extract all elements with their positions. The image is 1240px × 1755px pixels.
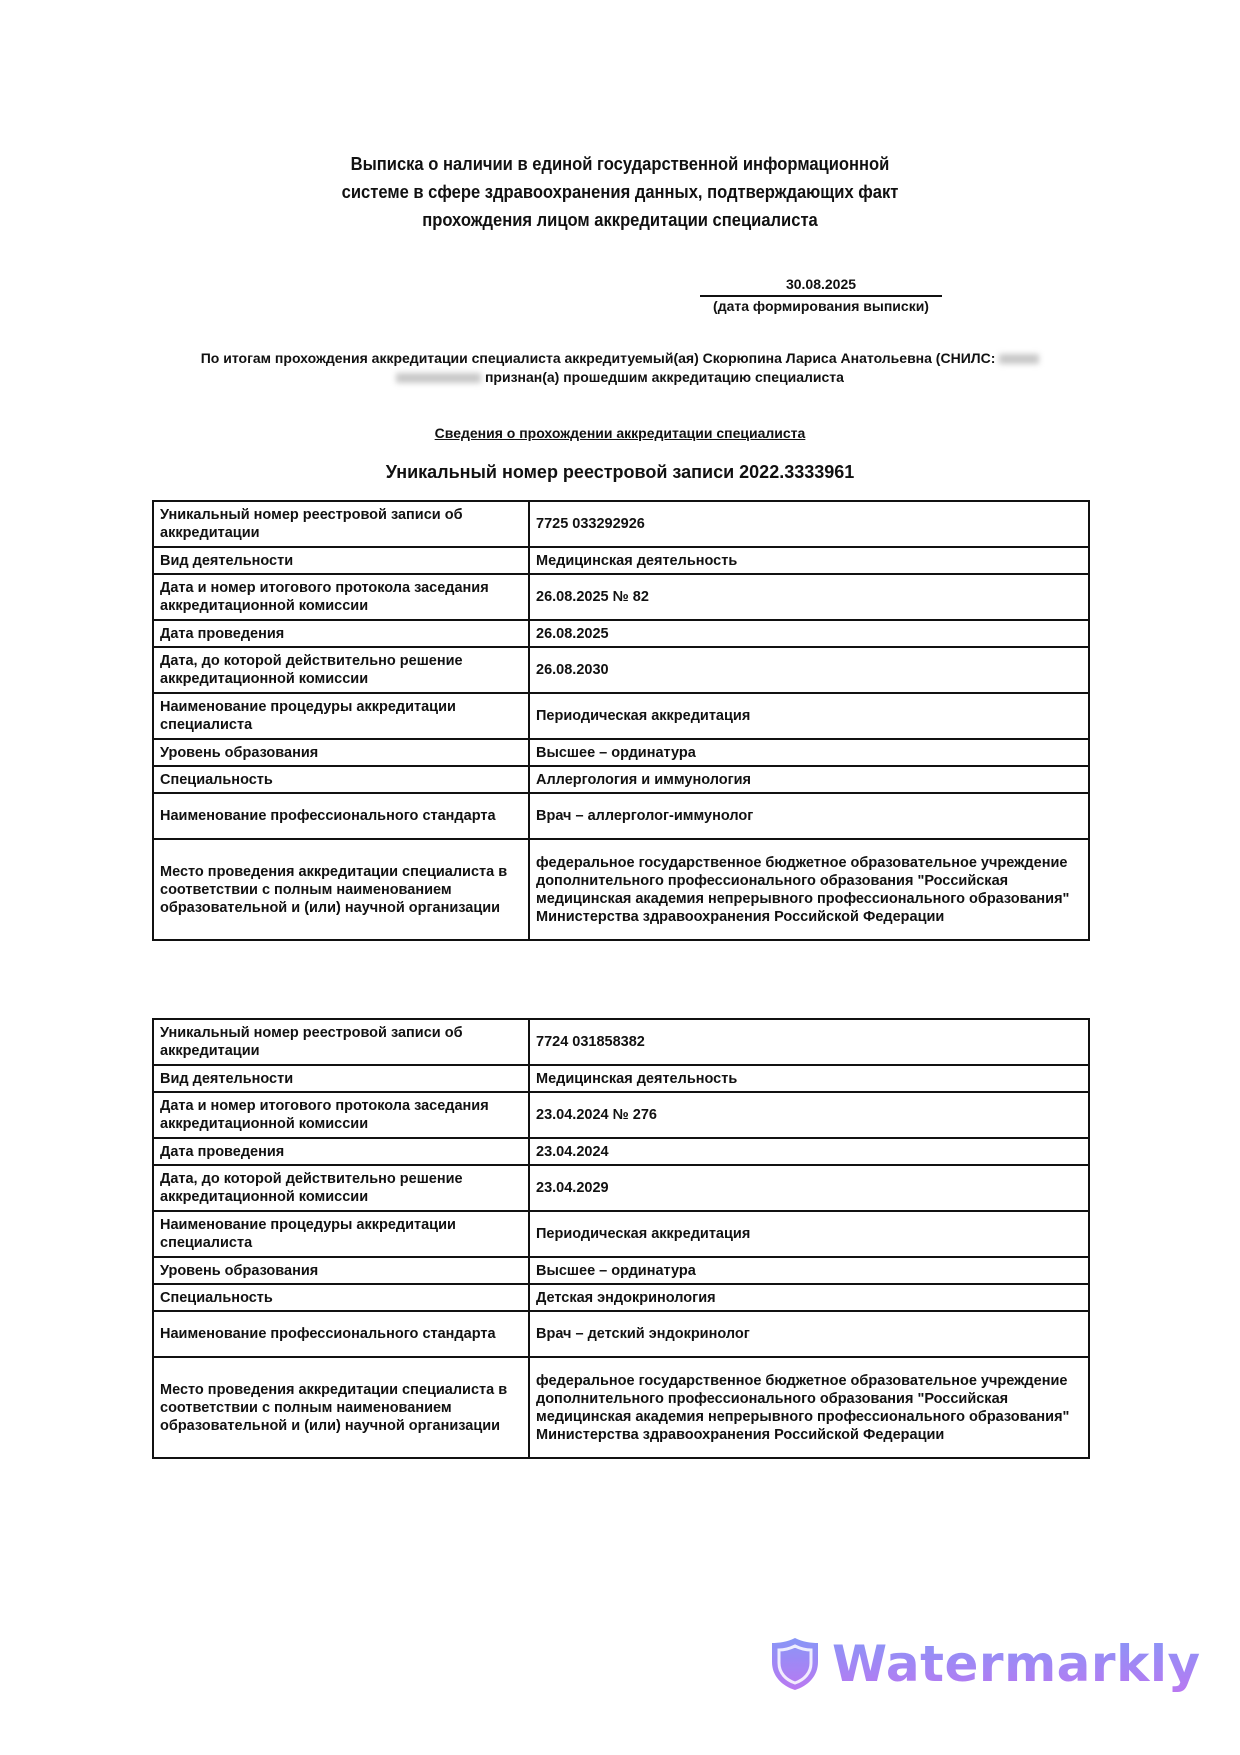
row-label: Наименование профессионального стандарта xyxy=(153,1311,529,1357)
row-value: 23.04.2029 xyxy=(529,1165,1089,1211)
table-row xyxy=(153,1257,1089,1284)
table-row xyxy=(153,1357,1089,1458)
row-value: 26.08.2025 xyxy=(529,620,1089,647)
row-label: Дата, до которой действительно решение аккредитационной комиссии xyxy=(153,1165,529,1211)
row-value: Медицинская деятельность xyxy=(529,1065,1089,1092)
table-row xyxy=(153,766,1089,793)
row-value: Высшее – ординатура xyxy=(529,1257,1089,1284)
title-line: Выписка о наличии в единой государственной информационной xyxy=(350,154,890,174)
table-row xyxy=(153,739,1089,766)
row-label: Место проведения аккредитации специалиста в соответствии с полным наименованием образовательной и (или) научной организации xyxy=(153,1357,529,1458)
row-label: Наименование процедуры аккредитации специалиста xyxy=(153,693,529,739)
table-row xyxy=(153,839,1089,940)
row-value: федеральное государственное бюджетное образовательное учреждение дополнительного профессионального образования "Российская медицинская академия непрерывного профессионального образования" Министерства здравоохранения Российской Федерации xyxy=(529,839,1089,940)
row-value: Периодическая аккредитация xyxy=(529,693,1089,739)
row-value: Врач – аллерголог-иммунолог xyxy=(529,793,1089,839)
table-row xyxy=(153,1211,1089,1257)
row-label: Дата и номер итогового протокола заседания аккредитационной комиссии xyxy=(153,574,529,620)
row-value: 7724 031858382 xyxy=(529,1019,1089,1065)
row-label: Наименование профессионального стандарта xyxy=(153,793,529,839)
table-row xyxy=(153,1284,1089,1311)
document-title xyxy=(0,150,1240,234)
row-label: Дата проведения xyxy=(153,1138,529,1165)
row-label: Дата и номер итогового протокола заседания аккредитационной комиссии xyxy=(153,1092,529,1138)
table-row xyxy=(153,547,1089,574)
title-line: прохождения лицом аккредитации специалиста xyxy=(422,210,818,230)
table-row xyxy=(153,574,1089,620)
row-label: Вид деятельности xyxy=(153,1065,529,1092)
snils-redacted xyxy=(396,373,481,383)
table-row xyxy=(153,1311,1089,1357)
table-row xyxy=(153,693,1089,739)
table-row xyxy=(153,1019,1089,1065)
watermark xyxy=(770,1635,1201,1693)
table-row xyxy=(153,501,1089,547)
shield-icon xyxy=(770,1636,820,1692)
intro-paragraph xyxy=(150,349,1090,387)
issue-date: 30.08.2025 xyxy=(700,275,942,297)
row-value: Врач – детский эндокринолог xyxy=(529,1311,1089,1357)
row-label: Дата, до которой действительно решение аккредитационной комиссии xyxy=(153,647,529,693)
accreditation-table xyxy=(152,500,1090,941)
row-value: 26.08.2030 xyxy=(529,647,1089,693)
row-value: 26.08.2025 № 82 xyxy=(529,574,1089,620)
row-value: 23.04.2024 № 276 xyxy=(529,1092,1089,1138)
table-row xyxy=(153,620,1089,647)
row-label: Место проведения аккредитации специалиста в соответствии с полным наименованием образовательной и (или) научной организации xyxy=(153,839,529,940)
row-label: Уровень образования xyxy=(153,1257,529,1284)
row-label: Дата проведения xyxy=(153,620,529,647)
table-row xyxy=(153,793,1089,839)
row-label: Уникальный номер реестровой записи об аккредитации xyxy=(153,1019,529,1065)
row-label: Специальность xyxy=(153,766,529,793)
watermark-text: Watermarkly xyxy=(832,1635,1201,1693)
table-row xyxy=(153,1065,1089,1092)
row-label: Наименование процедуры аккредитации специалиста xyxy=(153,1211,529,1257)
table-row xyxy=(153,647,1089,693)
row-value: 23.04.2024 xyxy=(529,1138,1089,1165)
table-row xyxy=(153,1092,1089,1138)
row-value: Высшее – ординатура xyxy=(529,739,1089,766)
table-row xyxy=(153,1138,1089,1165)
row-value: Детская эндокринология xyxy=(529,1284,1089,1311)
row-label: Вид деятельности xyxy=(153,547,529,574)
intro-suffix: признан(а) прошедшим аккредитацию специалиста xyxy=(484,369,844,385)
row-label: Специальность xyxy=(153,1284,529,1311)
intro-prefix: По итогам прохождения аккредитации специалиста аккредитуемый(ая) Скорюпина Лариса Анатольевна (СНИЛС: xyxy=(200,350,996,366)
section-heading: Сведения о прохождении аккредитации специалиста xyxy=(434,425,806,441)
title-line: системе в сфере здравоохранения данных, подтверждающих факт xyxy=(341,182,899,202)
row-value: 7725 033292926 xyxy=(529,501,1089,547)
row-value: Периодическая аккредитация xyxy=(529,1211,1089,1257)
issue-date-caption: (дата формирования выписки) xyxy=(713,298,929,314)
row-label: Уровень образования xyxy=(153,739,529,766)
table-row xyxy=(153,1165,1089,1211)
record-heading: Уникальный номер реестровой записи 2022.3333961 xyxy=(385,462,855,482)
row-value: федеральное государственное бюджетное образовательное учреждение дополнительного профессионального образования "Российская медицинская академия непрерывного профессионального образования" Министерства здравоохранения Российской Федерации xyxy=(529,1357,1089,1458)
accreditation-table xyxy=(152,1018,1090,1459)
row-label: Уникальный номер реестровой записи об аккредитации xyxy=(153,501,529,547)
row-value: Медицинская деятельность xyxy=(529,547,1089,574)
snils-redacted xyxy=(999,354,1039,364)
issue-date-block xyxy=(700,275,942,315)
row-value: Аллергология и иммунология xyxy=(529,766,1089,793)
